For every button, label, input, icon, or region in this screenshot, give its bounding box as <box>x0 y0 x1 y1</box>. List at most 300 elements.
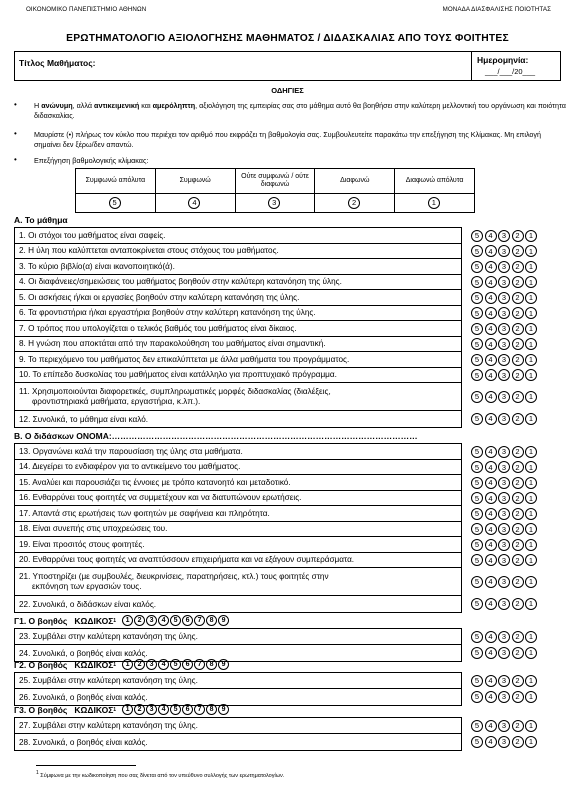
scale-label: Συμφωνώ <box>155 169 235 194</box>
rating-options <box>471 307 539 319</box>
rating-options <box>471 338 539 350</box>
question-table <box>14 628 462 662</box>
rating-circle-4[interactable]: 4 <box>485 391 497 403</box>
rating-circle-3[interactable]: 3 <box>498 691 510 703</box>
assistant-code-circle-4[interactable]: 4 <box>158 615 169 626</box>
rating-options <box>471 354 539 366</box>
rating-circle-1[interactable]: 1 <box>525 369 537 381</box>
question-line: 21. Υποστηρίζει (με συμβουλές, διευκρινίσεις, παρατηρήσεις, κτλ.) τους φοιτητές στην <box>19 571 329 581</box>
rating-circle-1[interactable]: 1 <box>525 576 537 588</box>
question-table <box>14 672 462 706</box>
instructions-title: ΟΔΗΓΙΕΣ <box>271 86 304 95</box>
rating-circle-1[interactable]: 1 <box>525 598 537 610</box>
bullet-icon: • <box>14 100 17 109</box>
rating-circle-4[interactable]: 4 <box>485 323 497 335</box>
rating-circle-5[interactable]: 5 <box>471 736 483 748</box>
rating-circle-4[interactable]: 4 <box>485 539 497 551</box>
question-line: εκπόνηση των εργασιών τους. <box>32 581 142 591</box>
rating-circle-1[interactable]: 1 <box>525 292 537 304</box>
question-text: 22. Συνολικά, ο διδάσκων είναι καλός. <box>19 599 157 609</box>
rating-circle-4[interactable]: 4 <box>485 576 497 588</box>
assistant-code-circle-4[interactable]: 4 <box>158 659 169 670</box>
question-text: 18. Είναι συνεπής στις υποχρεώσεις του. <box>19 524 168 534</box>
rating-circle-4[interactable]: 4 <box>485 647 497 659</box>
rating-circle-4[interactable]: 4 <box>485 736 497 748</box>
rating-circle-3[interactable]: 3 <box>498 508 510 520</box>
rating-circle-3[interactable]: 3 <box>498 477 510 489</box>
question-row <box>15 568 461 596</box>
question-table <box>14 717 462 751</box>
question-table <box>14 443 462 613</box>
assistant-code-options <box>122 704 230 715</box>
rating-circle-2[interactable]: 2 <box>512 446 524 458</box>
rating-circle-2[interactable]: 2 <box>512 647 524 659</box>
question-text: 4. Οι διαφάνειες/σημειώσεις του μαθήματος βοηθούν στην καλύτερη κατανόηση της ύλης. <box>19 277 342 287</box>
rating-circle-1[interactable]: 1 <box>525 477 537 489</box>
scale-value-circle: 2 <box>348 197 360 209</box>
question-row <box>15 475 461 491</box>
rating-options <box>471 369 539 381</box>
question-text: 25. Συμβάλει στην καλύτερη κατανόηση της ύλης. <box>19 676 198 685</box>
rating-circle-5[interactable]: 5 <box>471 323 483 335</box>
scale-label: Συμφωνώ απόλυτα <box>76 169 156 194</box>
assistant-code-circle-8[interactable]: 8 <box>206 615 217 626</box>
rating-circle-3[interactable]: 3 <box>498 598 510 610</box>
assistant-code-circle-4[interactable]: 4 <box>158 704 169 715</box>
question-row <box>15 673 461 689</box>
rating-circle-2[interactable]: 2 <box>512 261 524 273</box>
rating-circle-2[interactable]: 2 <box>512 276 524 288</box>
assistant-code-options <box>122 615 230 626</box>
rating-circle-2[interactable]: 2 <box>512 391 524 403</box>
rating-circle-5[interactable]: 5 <box>471 354 483 366</box>
rating-circle-1[interactable]: 1 <box>525 413 537 425</box>
rating-circle-2[interactable]: 2 <box>512 323 524 335</box>
scale-value-cell <box>315 194 395 213</box>
rating-options <box>471 691 539 703</box>
rating-circle-3[interactable]: 3 <box>498 369 510 381</box>
question-row <box>15 228 461 244</box>
rating-circle-2[interactable]: 2 <box>512 338 524 350</box>
rating-circle-2[interactable]: 2 <box>512 554 524 566</box>
rating-circle-2[interactable]: 2 <box>512 369 524 381</box>
question-row <box>15 629 461 645</box>
question-text: 9. Το περιεχόμενο του μαθήματος δεν επικαλύπτεται με άλλα μαθήματα του προγράμματος. <box>19 354 350 364</box>
rating-circle-1[interactable]: 1 <box>525 446 537 458</box>
rating-circle-4[interactable]: 4 <box>485 598 497 610</box>
question-row <box>15 259 461 275</box>
rating-circle-5[interactable]: 5 <box>471 539 483 551</box>
rating-options <box>471 446 539 458</box>
rating-circle-3[interactable]: 3 <box>498 307 510 319</box>
rating-circle-3[interactable]: 3 <box>498 554 510 566</box>
question-row <box>15 460 461 476</box>
question-text: 14. Διεγείρει το ενδιαφέρον για το αντικείμενο του μαθήματος. <box>19 462 241 472</box>
rating-circle-3[interactable]: 3 <box>498 736 510 748</box>
scale-value-circle: 3 <box>268 197 280 209</box>
date-value[interactable]: ___/___/20___ <box>485 67 536 76</box>
rating-circle-1[interactable]: 1 <box>525 230 537 242</box>
rating-circle-4[interactable]: 4 <box>485 307 497 319</box>
assistant-code-options <box>122 659 230 670</box>
rating-circle-5[interactable]: 5 <box>471 230 483 242</box>
rating-circle-2[interactable]: 2 <box>512 477 524 489</box>
rating-circle-2[interactable]: 2 <box>512 413 524 425</box>
question-row <box>15 522 461 538</box>
rating-circle-4[interactable]: 4 <box>485 261 497 273</box>
question-text: 2. Η ύλη που καλύπτεται ανταποκρίνεται στους στόχους του μαθήματος. <box>19 246 279 256</box>
course-info-box <box>14 51 561 81</box>
rating-circle-2[interactable]: 2 <box>512 523 524 535</box>
rating-circle-5[interactable]: 5 <box>471 508 483 520</box>
rating-circle-4[interactable]: 4 <box>485 691 497 703</box>
question-row <box>15 368 461 384</box>
code-label: ΚΩΔΙΚΟΣ <box>74 615 114 626</box>
rating-circle-3[interactable]: 3 <box>498 391 510 403</box>
rating-circle-4[interactable]: 4 <box>485 720 497 732</box>
assistant-code-circle-8[interactable]: 8 <box>206 659 217 670</box>
rating-circle-5[interactable]: 5 <box>471 675 483 687</box>
scale-value-cell <box>395 194 475 213</box>
question-text: 19. Είναι προσιτός στους φοιτητές. <box>19 539 145 549</box>
rating-circle-1[interactable]: 1 <box>525 631 537 643</box>
question-text: 16. Ενθαρρύνει τους φοιτητές να συμμετέχουν και να διατυπώνουν ερωτήσεις. <box>19 493 302 503</box>
rating-circle-3[interactable]: 3 <box>498 413 510 425</box>
assistant-code-circle-3[interactable]: 3 <box>146 704 157 715</box>
rating-options <box>471 539 539 551</box>
rating-options <box>471 736 539 748</box>
rating-circle-4[interactable]: 4 <box>485 523 497 535</box>
rating-circle-5[interactable]: 5 <box>471 292 483 304</box>
rating-circle-5[interactable]: 5 <box>471 598 483 610</box>
rating-circle-5[interactable]: 5 <box>471 720 483 732</box>
rating-options <box>471 391 539 403</box>
rating-circle-1[interactable]: 1 <box>525 323 537 335</box>
rating-circle-3[interactable]: 3 <box>498 576 510 588</box>
assistant-code-circle-9[interactable]: 9 <box>218 659 229 670</box>
rating-options <box>471 477 539 489</box>
rating-circle-4[interactable]: 4 <box>485 461 497 473</box>
question-text: 6. Τα φροντιστήρια ή/και εργαστήρια βοηθούν στην καλύτερη κατανόηση της ύλης. <box>19 308 316 318</box>
rating-options <box>471 523 539 535</box>
rating-circle-4[interactable]: 4 <box>485 369 497 381</box>
rating-circle-1[interactable]: 1 <box>525 523 537 535</box>
question-line: φροντιστηριακά μαθήματα, εργαστήρια, κ.λπ.). <box>32 396 201 406</box>
rating-circle-3[interactable]: 3 <box>498 631 510 643</box>
scale-label: Διαφωνώ απόλυτα <box>395 169 475 194</box>
assistant-code-circle-1[interactable]: 1 <box>122 659 133 670</box>
question-line: 11. Χρησιμοποιούνται διαφορετικές, συμπληρωματικές μορφές διδασκαλίας (διαλέξεις, <box>19 386 331 396</box>
rating-circle-5[interactable]: 5 <box>471 631 483 643</box>
assistant-code-circle-6[interactable]: 6 <box>182 615 193 626</box>
rating-circle-3[interactable]: 3 <box>498 245 510 257</box>
rating-circle-3[interactable]: 3 <box>498 539 510 551</box>
question-row <box>15 596 461 612</box>
rating-circle-4[interactable]: 4 <box>485 292 497 304</box>
section-g3-title: Γ3. Ο βοηθός ΚΩΔΙΚΟΣ 1 1 2 3 4 5 6 7 8 9 <box>14 704 230 715</box>
course-title-field[interactable]: Τίτλος Μαθήματος: <box>19 58 96 68</box>
rating-circle-3[interactable]: 3 <box>498 354 510 366</box>
assistant-code-circle-2[interactable]: 2 <box>134 615 145 626</box>
scale-value-circle: 4 <box>188 197 200 209</box>
rating-circle-1[interactable]: 1 <box>525 307 537 319</box>
rating-circle-4[interactable]: 4 <box>485 492 497 504</box>
rating-circle-5[interactable]: 5 <box>471 338 483 350</box>
date-label: Ημερομηνία: <box>477 55 529 65</box>
rating-scale-table <box>75 168 475 213</box>
section-b-title: Β. Ο διδάσκων ΟΝΟΜΑ:……………………………………………………………………………………………… <box>14 431 418 441</box>
rating-circle-5[interactable]: 5 <box>471 245 483 257</box>
bullet-icon: • <box>14 129 17 138</box>
question-text: 28. Συνολικά, ο βοηθός είναι καλός. <box>19 737 148 747</box>
question-text: 3. Το κύριο βιβλίο(α) είναι ικανοποιητικό(ά). <box>19 261 175 271</box>
rating-circle-1[interactable]: 1 <box>525 461 537 473</box>
rating-circle-5[interactable]: 5 <box>471 276 483 288</box>
rating-circle-3[interactable]: 3 <box>498 292 510 304</box>
rating-circle-4[interactable]: 4 <box>485 354 497 366</box>
scale-label: Διαφωνώ <box>315 169 395 194</box>
assistant-code-circle-3[interactable]: 3 <box>146 659 157 670</box>
rating-options <box>471 413 539 425</box>
rating-circle-2[interactable]: 2 <box>512 736 524 748</box>
rating-options <box>471 461 539 473</box>
scale-value-circle: 1 <box>428 197 440 209</box>
rating-circle-3[interactable]: 3 <box>498 461 510 473</box>
rating-options <box>471 576 539 588</box>
rating-circle-3[interactable]: 3 <box>498 276 510 288</box>
rating-circle-3[interactable]: 3 <box>498 647 510 659</box>
rating-circle-1[interactable]: 1 <box>525 720 537 732</box>
question-row <box>15 337 461 353</box>
rating-circle-3[interactable]: 3 <box>498 446 510 458</box>
scale-value-cell <box>235 194 315 213</box>
question-text: 7. Ο τρόπος που υπολογίζεται ο τελικός βαθμός του μαθήματος είναι δίκαιος. <box>19 323 297 333</box>
rating-circle-4[interactable]: 4 <box>485 631 497 643</box>
rating-circle-1[interactable]: 1 <box>525 539 537 551</box>
assistant-code-circle-3[interactable]: 3 <box>146 615 157 626</box>
rating-options <box>471 647 539 659</box>
rating-options <box>471 675 539 687</box>
rating-circle-2[interactable]: 2 <box>512 461 524 473</box>
assistant-code-circle-1[interactable]: 1 <box>122 704 133 715</box>
code-label: ΚΩΔΙΚΟΣ <box>74 704 114 715</box>
section-g1-title: Γ1. Ο βοηθός ΚΩΔΙΚΟΣ 1 1 2 3 4 5 6 7 8 9 <box>14 615 230 626</box>
rating-circle-2[interactable]: 2 <box>512 539 524 551</box>
rating-circle-3[interactable]: 3 <box>498 261 510 273</box>
question-row <box>15 321 461 337</box>
question-text: 23. Συμβάλει στην καλύτερη κατανόηση της ύλης. <box>19 632 198 641</box>
question-text: 24. Συνολικά, ο βοηθός είναι καλός. <box>19 648 148 658</box>
header-unit: ΜΟΝΑΔΑ ΔΙΑΣΦΑΛΙΣΗΣ ΠΟΙΟΤΗΤΑΣ <box>442 6 551 13</box>
question-row <box>15 290 461 306</box>
question-row <box>15 383 461 411</box>
rating-circle-4[interactable]: 4 <box>485 554 497 566</box>
question-row <box>15 244 461 260</box>
question-text: 20. Ενθαρρύνει τους φοιτητές να αναπτύσσουν επιχειρήματα και να εξάγουν συμπεράσματα. <box>19 555 355 565</box>
assistant-code-circle-7[interactable]: 7 <box>194 615 205 626</box>
rating-circle-5[interactable]: 5 <box>471 391 483 403</box>
rating-circle-4[interactable]: 4 <box>485 446 497 458</box>
rating-circle-5[interactable]: 5 <box>471 477 483 489</box>
rating-circle-5[interactable]: 5 <box>471 413 483 425</box>
rating-circle-3[interactable]: 3 <box>498 323 510 335</box>
rating-circle-4[interactable]: 4 <box>485 675 497 687</box>
rating-circle-2[interactable]: 2 <box>512 492 524 504</box>
rating-circle-1[interactable]: 1 <box>525 647 537 659</box>
rating-circle-2[interactable]: 2 <box>512 292 524 304</box>
assistant-code-circle-2[interactable]: 2 <box>134 659 145 670</box>
question-row <box>15 491 461 507</box>
code-label: ΚΩΔΙΚΟΣ <box>74 659 114 670</box>
rating-circle-1[interactable]: 1 <box>525 736 537 748</box>
scale-value-cell <box>155 194 235 213</box>
footnote: $^1$ Σύμφωνα με την κωδικοποίηση που σας δίνεται από τον υπεύθυνο συλλογής των ερωτηματολογίων. <box>36 770 285 779</box>
date-field[interactable] <box>471 52 562 80</box>
rating-options <box>471 261 539 273</box>
rating-circle-1[interactable]: 1 <box>525 354 537 366</box>
rating-options <box>471 292 539 304</box>
rating-circle-5[interactable]: 5 <box>471 647 483 659</box>
rating-circle-2[interactable]: 2 <box>512 675 524 687</box>
rating-circle-2[interactable]: 2 <box>512 307 524 319</box>
rating-circle-1[interactable]: 1 <box>525 338 537 350</box>
question-table <box>14 227 462 428</box>
question-text <box>19 572 329 592</box>
question-text: 15. Αναλύει και παρουσιάζει τις έννοιες με τρόπο κατανοητό και μεταδοτικό. <box>19 477 291 487</box>
header-university: ΟΙΚΟΝΟΜΙΚΟ ΠΑΝΕΠΙΣΤΗΜΙΟ ΑΘΗΝΩΝ <box>26 6 147 13</box>
scale-value-circle: 5 <box>109 197 121 209</box>
rating-circle-1[interactable]: 1 <box>525 261 537 273</box>
assistant-code-circle-9[interactable]: 9 <box>218 704 229 715</box>
rating-circle-4[interactable]: 4 <box>485 276 497 288</box>
question-row <box>15 718 461 734</box>
section-a-title: Α. Το μάθημα <box>14 215 68 225</box>
rating-circle-4[interactable]: 4 <box>485 245 497 257</box>
rating-circle-5[interactable]: 5 <box>471 261 483 273</box>
rating-circle-2[interactable]: 2 <box>512 576 524 588</box>
question-text: 26. Συνολικά, ο βοηθός είναι καλός. <box>19 692 148 702</box>
rating-circle-3[interactable]: 3 <box>498 720 510 732</box>
rating-circle-4[interactable]: 4 <box>485 338 497 350</box>
rating-circle-2[interactable]: 2 <box>512 230 524 242</box>
question-text: 12. Συνολικά, το μάθημα είναι καλό. <box>19 414 149 424</box>
scale-label: Ούτε συμφωνώ / ούτε διαφωνώ <box>235 169 315 194</box>
rating-circle-4[interactable]: 4 <box>485 230 497 242</box>
question-text: 5. Οι ασκήσεις ή/και οι εργασίες βοηθούν στην καλύτερη κατανόηση της ύλης. <box>19 292 300 302</box>
rating-circle-5[interactable]: 5 <box>471 461 483 473</box>
rating-options <box>471 323 539 335</box>
rating-circle-1[interactable]: 1 <box>525 508 537 520</box>
question-row <box>15 689 461 705</box>
rating-options <box>471 720 539 732</box>
rating-options <box>471 598 539 610</box>
rating-circle-1[interactable]: 1 <box>525 554 537 566</box>
rating-circle-5[interactable]: 5 <box>471 492 483 504</box>
rating-options <box>471 245 539 257</box>
rating-circle-3[interactable]: 3 <box>498 492 510 504</box>
rating-circle-5[interactable]: 5 <box>471 446 483 458</box>
footnote-divider <box>36 765 136 766</box>
rating-circle-1[interactable]: 1 <box>525 492 537 504</box>
rating-options <box>471 508 539 520</box>
rating-circle-3[interactable]: 3 <box>498 230 510 242</box>
assistant-code-circle-5[interactable]: 5 <box>170 615 181 626</box>
assistant-code-circle-2[interactable]: 2 <box>134 704 145 715</box>
rating-circle-3[interactable]: 3 <box>498 338 510 350</box>
rating-circle-5[interactable]: 5 <box>471 523 483 535</box>
assistant-code-circle-5[interactable]: 5 <box>170 659 181 670</box>
rating-circle-1[interactable]: 1 <box>525 245 537 257</box>
question-text: 1. Οι στόχοι του μαθήματος είναι σαφείς. <box>19 230 166 240</box>
rating-options <box>471 554 539 566</box>
question-row <box>15 506 461 522</box>
question-row <box>15 306 461 322</box>
assistant-code-circle-6[interactable]: 6 <box>182 659 193 670</box>
rating-options <box>471 492 539 504</box>
question-row <box>15 411 461 427</box>
rating-circle-1[interactable]: 1 <box>525 675 537 687</box>
assistant-code-circle-6[interactable]: 6 <box>182 704 193 715</box>
rating-circle-1[interactable]: 1 <box>525 276 537 288</box>
rating-circle-2[interactable]: 2 <box>512 508 524 520</box>
rating-circle-5[interactable]: 5 <box>471 369 483 381</box>
question-text: 8. Η γνώση που αποκτάται από την παρακολούθηση του μαθήματος είναι σημαντική. <box>19 339 326 349</box>
question-text: 27. Συμβάλει στην καλύτερη κατανόηση της ύλης. <box>19 721 198 730</box>
rating-circle-2[interactable]: 2 <box>512 598 524 610</box>
bullet-icon: • <box>14 155 17 164</box>
assistant-code-circle-9[interactable]: 9 <box>218 615 229 626</box>
rating-circle-5[interactable]: 5 <box>471 576 483 588</box>
question-text: 13. Οργανώνει καλά την παρουσίαση της ύλης στα μαθήματα. <box>19 446 243 456</box>
rating-circle-2[interactable]: 2 <box>512 631 524 643</box>
rating-circle-4[interactable]: 4 <box>485 508 497 520</box>
assistant-code-circle-7[interactable]: 7 <box>194 704 205 715</box>
rating-options <box>471 631 539 643</box>
rating-circle-4[interactable]: 4 <box>485 413 497 425</box>
rating-circle-2[interactable]: 2 <box>512 245 524 257</box>
rating-circle-5[interactable]: 5 <box>471 691 483 703</box>
scale-value-cell <box>76 194 156 213</box>
question-text <box>19 387 331 407</box>
rating-circle-4[interactable]: 4 <box>485 477 497 489</box>
question-row <box>15 553 461 569</box>
rating-circle-5[interactable]: 5 <box>471 307 483 319</box>
question-text: 17. Απαντά στις ερωτήσεις των φοιτητών με σαφήνεια και πληρότητα. <box>19 508 270 518</box>
question-text: 10. Το επίπεδο δυσκολίας του μαθήματος είναι κατάλληλο για προπτυχιακό πρόγραμμα. <box>19 370 337 380</box>
rating-circle-1[interactable]: 1 <box>525 691 537 703</box>
rating-circle-5[interactable]: 5 <box>471 554 483 566</box>
rating-options <box>471 276 539 288</box>
assistant-code-circle-1[interactable]: 1 <box>122 615 133 626</box>
rating-circle-2[interactable]: 2 <box>512 691 524 703</box>
assistant-code-circle-7[interactable]: 7 <box>194 659 205 670</box>
rating-circle-3[interactable]: 3 <box>498 523 510 535</box>
rating-options <box>471 230 539 242</box>
question-row <box>15 734 461 750</box>
question-row <box>15 444 461 460</box>
rating-circle-3[interactable]: 3 <box>498 675 510 687</box>
rating-circle-2[interactable]: 2 <box>512 354 524 366</box>
page-title: ΕΡΩΤΗΜΑΤΟΛΟΓΙΟ ΑΞΙΟΛΟΓΗΣΗΣ ΜΑΘΗΜΑΤΟΣ / ΔΙΔΑΣΚΑΛΙΑΣ ΑΠΟ ΤΟΥΣ ΦΟΙΤΗΤΕΣ <box>66 33 509 44</box>
question-row <box>15 537 461 553</box>
section-g2-title: Γ2. Ο βοηθός ΚΩΔΙΚΟΣ 1 1 2 3 4 5 6 7 8 9 <box>14 659 230 670</box>
rating-circle-1[interactable]: 1 <box>525 391 537 403</box>
question-row <box>15 275 461 291</box>
question-row <box>15 352 461 368</box>
rating-circle-2[interactable]: 2 <box>512 720 524 732</box>
assistant-code-circle-8[interactable]: 8 <box>206 704 217 715</box>
assistant-code-circle-5[interactable]: 5 <box>170 704 181 715</box>
